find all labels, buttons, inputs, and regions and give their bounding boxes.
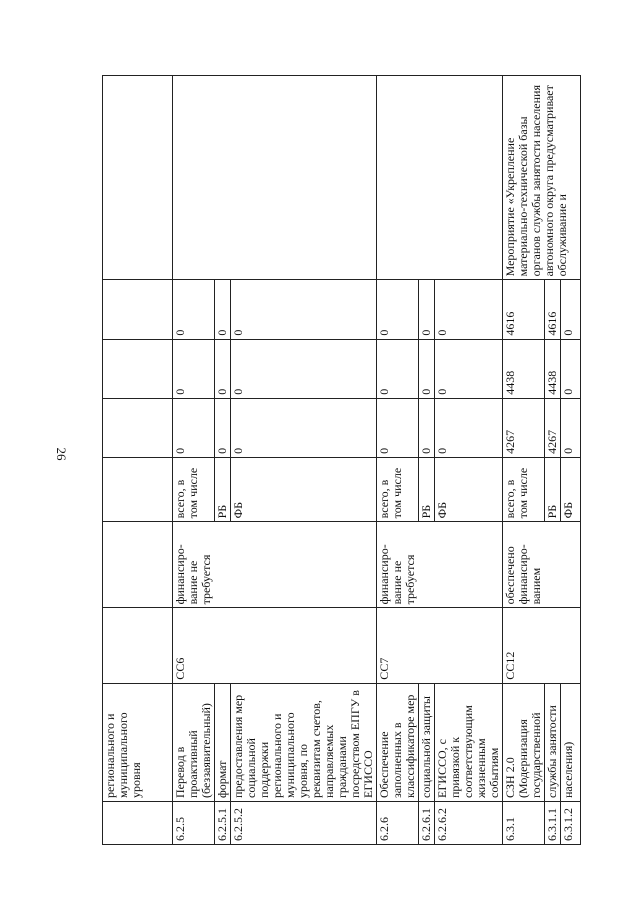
value-cell: 0 bbox=[561, 339, 581, 398]
row-source: ФБ bbox=[435, 457, 503, 522]
value-cell: 4267 bbox=[545, 398, 561, 457]
row-code: СС7 bbox=[377, 608, 503, 683]
row-name: социальной защиты bbox=[419, 683, 435, 801]
row-source: РБ bbox=[419, 457, 435, 522]
row-number: 6.2.5.1 bbox=[215, 801, 231, 844]
row-code: СС12 bbox=[503, 608, 581, 683]
rotated-table-container bbox=[102, 75, 575, 845]
value-cell: 0 bbox=[377, 280, 419, 339]
row-name: службы занятости bbox=[545, 683, 561, 801]
value-cell: 0 bbox=[173, 339, 215, 398]
value-cell: 0 bbox=[435, 280, 503, 339]
row-number: 6.2.5 bbox=[173, 801, 215, 844]
table-cell bbox=[377, 76, 503, 280]
row-code: СС6 bbox=[173, 608, 377, 683]
value-cell: 0 bbox=[435, 339, 503, 398]
value-cell: 4616 bbox=[503, 280, 545, 339]
row-note: Мероприятие «Укрепление материально-технической базы органов службы занятости населения автономного округа предусматривает обслуживание и bbox=[503, 76, 581, 280]
value-cell: 0 bbox=[173, 398, 215, 457]
row-name: Перевод в проактивный (беззаявительный) bbox=[173, 683, 215, 801]
value-cell: 0 bbox=[215, 280, 231, 339]
row-name: ЕГИССО, с привязкой к соответствующим жизненным событиям bbox=[435, 683, 503, 801]
row-number: 6.2.6 bbox=[377, 801, 419, 844]
value-cell: 0 bbox=[231, 280, 377, 339]
value-cell: 4438 bbox=[545, 339, 561, 398]
row-source: всего, в том числе bbox=[173, 457, 215, 522]
table-cell bbox=[103, 339, 173, 398]
row-name: населения) bbox=[561, 683, 581, 801]
value-cell: 0 bbox=[561, 280, 581, 339]
row-source: РБ bbox=[215, 457, 231, 522]
table-row bbox=[103, 76, 173, 845]
row-number: 6.2.6.1 bbox=[419, 801, 435, 844]
row-source: всего, в том числе bbox=[503, 457, 545, 522]
value-cell: 0 bbox=[215, 339, 231, 398]
row-source: ФБ bbox=[231, 457, 377, 522]
row-name: Обеспечение заполненных в классификаторе мер bbox=[377, 683, 419, 801]
value-cell: 4616 bbox=[545, 280, 561, 339]
table-row bbox=[503, 76, 545, 845]
row-source: ФБ bbox=[561, 457, 581, 522]
table-cell bbox=[103, 457, 173, 522]
row-source: РБ bbox=[545, 457, 561, 522]
table-cell bbox=[103, 801, 173, 844]
row-name: СЗН 2.0 (Модернизация государственной bbox=[503, 683, 545, 801]
row-note bbox=[173, 76, 377, 280]
value-cell: 0 bbox=[173, 280, 215, 339]
value-cell: 0 bbox=[419, 398, 435, 457]
row-financing: финансиро-вание не требуется bbox=[173, 522, 377, 608]
page-number: 26 bbox=[54, 447, 69, 461]
row-name: регионального и муниципального уровня bbox=[103, 683, 173, 801]
value-cell: 4267 bbox=[503, 398, 545, 457]
table-cell bbox=[103, 608, 173, 683]
table-cell bbox=[103, 76, 173, 280]
value-cell: 0 bbox=[419, 280, 435, 339]
row-number: 6.2.6.2 bbox=[435, 801, 503, 844]
table-row bbox=[173, 76, 215, 845]
row-number: 6.3.1.1 bbox=[545, 801, 561, 844]
table-cell bbox=[103, 522, 173, 608]
value-cell: 0 bbox=[231, 398, 377, 457]
table-row bbox=[377, 76, 419, 845]
row-number: 6.2.5.2 bbox=[231, 801, 377, 844]
value-cell: 0 bbox=[435, 398, 503, 457]
measures-table bbox=[102, 75, 581, 845]
table-cell bbox=[103, 398, 173, 457]
value-cell: 0 bbox=[377, 339, 419, 398]
row-name: предоставления мер социальной поддержки регионального и муниципального уровня, по реквизитам счетов, направляемых гражданами посредством ЕПГУ в ЕГИССО bbox=[231, 683, 377, 801]
table-cell bbox=[103, 280, 173, 339]
row-financing: обеспечено финансиро-ванием bbox=[503, 522, 581, 608]
row-financing: финансиро-вание не требуется bbox=[377, 522, 503, 608]
value-cell: 0 bbox=[215, 398, 231, 457]
value-cell: 4438 bbox=[503, 339, 545, 398]
value-cell: 0 bbox=[231, 339, 377, 398]
row-name: формат bbox=[215, 683, 231, 801]
row-number: 6.3.1 bbox=[503, 801, 545, 844]
value-cell: 0 bbox=[419, 339, 435, 398]
row-number: 6.3.1.2 bbox=[561, 801, 581, 844]
value-cell: 0 bbox=[377, 398, 419, 457]
value-cell: 0 bbox=[561, 398, 581, 457]
row-source: всего, в том числе bbox=[377, 457, 419, 522]
